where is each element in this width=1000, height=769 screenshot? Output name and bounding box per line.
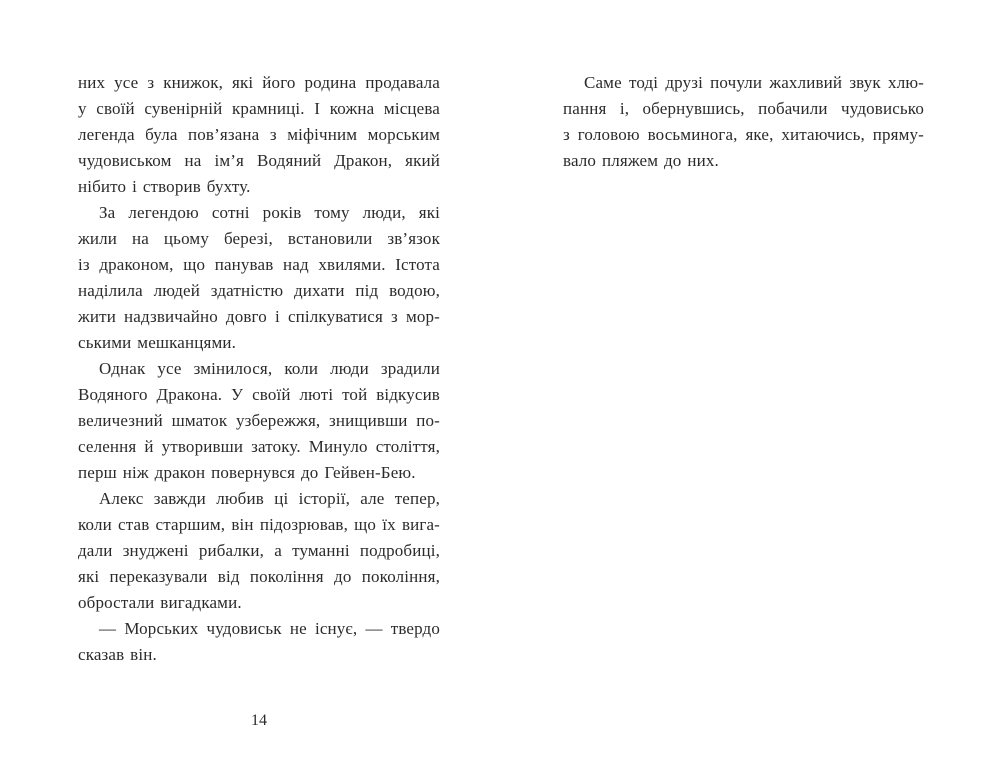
text-line: Однак усе змінилося, коли люди зрадили	[99, 359, 440, 378]
text-line: Саме тоді друзі почули жахливий звук хлю-	[584, 73, 924, 92]
text-line: жили на цьому березі, встановили зв’язок	[78, 229, 440, 248]
text-line: легенда була пов’язана з міфічним морським	[78, 125, 440, 144]
text-line: вало пляжем до них.	[563, 151, 719, 170]
right-page-text	[563, 70, 924, 174]
text-line: з головою восьминога, яке, хитаючись, пряму-	[563, 125, 924, 144]
left-page-text	[78, 70, 440, 668]
page-number: 14	[251, 712, 267, 729]
text-line: пання і, обернувшись, побачили чудовисько	[563, 99, 924, 118]
text-line: із драконом, що панував над хвилями. Істота	[78, 255, 440, 274]
text-line: — Морських чудовиськ не існує, — твердо	[99, 619, 440, 638]
text-line: які переказували від покоління до покоління,	[78, 567, 440, 586]
text-line: ськими мешканцями.	[78, 333, 237, 352]
text-line: нібито і створив бухту.	[78, 177, 251, 196]
text-line: дали знуджені рибалки, а туманні подробиці,	[78, 541, 440, 560]
text-line: у своїй сувенірній крамниці. І кожна місцева	[78, 99, 440, 118]
text-line: перш ніж дракон повернувся до Гейвен-Бею.	[78, 463, 416, 482]
text-line: чудовиськом на ім’я Водяний Дракон, який	[78, 151, 440, 170]
text-line: коли став старшим, він підозрював, що їх вига-	[78, 515, 440, 534]
text-line: селення й утворивши затоку. Минуло століття,	[78, 437, 440, 456]
text-line: Водяного Дракона. У своїй люті той відкусив	[78, 385, 440, 404]
text-line: величезний шматок узбережжя, знищивши по-	[78, 411, 440, 430]
text-line: наділила людей здатністю дихати під водою,	[78, 281, 440, 300]
text-line: них усе з книжок, які його родина продавала	[78, 73, 440, 92]
text-line: За легендою сотні років тому люди, які	[99, 203, 440, 222]
text-line: Алекс завжди любив ці історії, але тепер,	[99, 489, 440, 508]
text-line: сказав він.	[78, 645, 157, 664]
text-line: жити надзвичайно довго і спілкуватися з мор-	[78, 307, 440, 326]
text-line: обростали вигадками.	[78, 593, 242, 612]
